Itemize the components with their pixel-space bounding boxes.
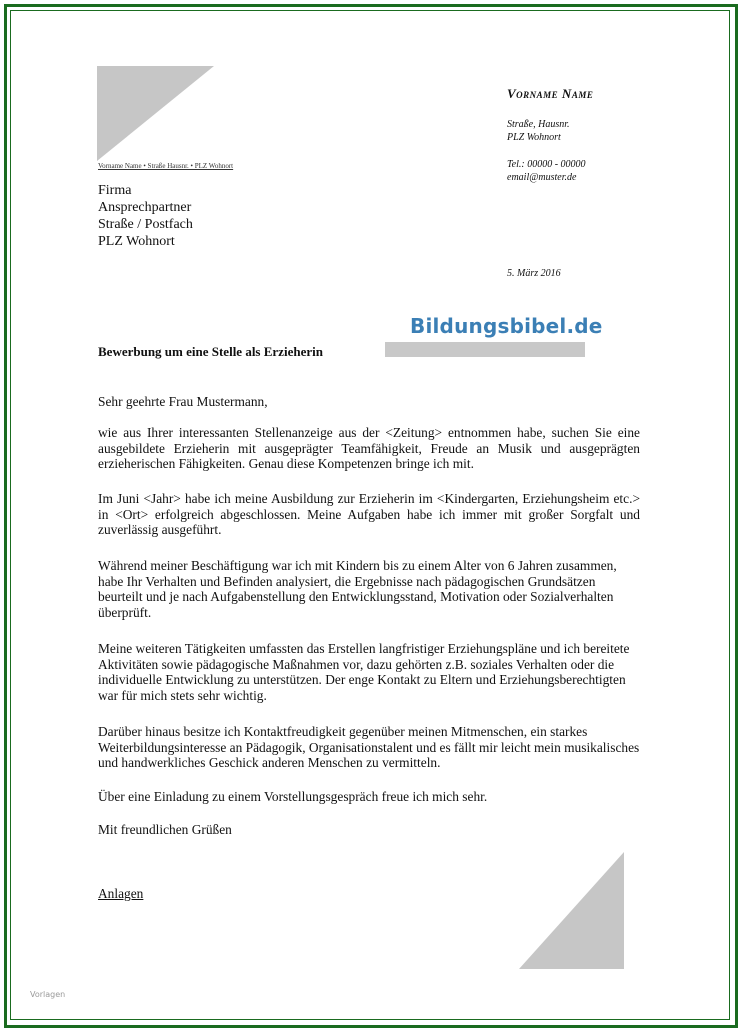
subject-line: Bewerbung um eine Stelle als Erzieherin [98, 344, 323, 359]
paragraph-1: wie aus Ihrer interessanten Stellenanzeige aus der <Zeitung> entnommen habe, suchen Sie eine ausgebildete Erzieherin mit ausgeprägter Teamfähigkeit, Freude an Musik und ausgeprägten erzieherischen Fähigkeiten. Genau diese Kompetenzen bringe ich mit. [98, 425, 640, 471]
sender-name: Vorname Name [507, 86, 594, 101]
paragraph-2: Im Juni <Jahr> habe ich meine Ausbildung zur Erzieherin im <Kindergarten, Erziehungsheim etc.> in <Ort> erfolgreich abgeschlossen. Meine Aufgaben habe ich immer mit großer Sorgfalt und zuverlässig ausgeführt. [98, 491, 640, 537]
enclosure-label: Anlagen [98, 886, 144, 901]
paragraph-5: Darüber hinaus besitze ich Kontaktfreudigkeit gegenüber meinen Mitmenschen, ein starkes Weiterbildungsinteresse an Pädagogik, Organisationstalent und es fällt mir leicht mein musikalisches und handwerkliches Geschick anderen Menschen zu vermitteln. [98, 724, 640, 770]
sender-email: email@muster.de [507, 172, 577, 183]
sender-phone: Tel.: 00000 - 00000 [507, 159, 586, 170]
top-left-triangle [97, 66, 215, 162]
sender-street: Straße, Hausnr. [507, 119, 570, 130]
bottom-right-triangle [519, 852, 625, 970]
sender-city: PLZ Wohnort [507, 132, 561, 143]
return-address-line: Vorname Name • Straße Hausnr. • PLZ Wohnort [98, 162, 234, 170]
paragraph-3: Während meiner Beschäftigung war ich mit Kindern bis zu einem Alter von 6 Jahren zusammen, habe Ihr Verhalten und Befinden analysiert, die Ergebnisse nach pädagogischen Grundsätzen beurteilt und je nach Aufgabenstellung den Entwicklungsstand, Motivation oder Sozialverhalten überprüft. [98, 558, 617, 620]
letter-date: 5. März 2016 [507, 268, 561, 279]
paragraph-4: Meine weiteren Tätigkeiten umfassten das Erstellen langfristiger Erziehungspläne und ich bereitete Aktivitäten sowie pädagogische Maßnahmen vor, dazu gehörten z.B. soziales Verhalten oder die individuelle Entwicklung zu unterstützen. Der enge Kontakt zu Eltern und Erziehungsberechtigten war für mich stets sehr wichtig. [98, 641, 630, 703]
logo-text: Bildungsbibel.de [410, 314, 603, 338]
watermark: Vorlagen [30, 990, 66, 999]
paragraph-6: Über eine Einladung zu einem Vorstellungsgespräch freue ich mich sehr. [98, 789, 488, 804]
recipient-city: PLZ Wohnort [98, 234, 175, 249]
recipient-block [98, 182, 193, 250]
recipient-company: Firma [98, 183, 132, 198]
recipient-street: Straße / Postfach [98, 217, 193, 232]
logo-bar [385, 342, 585, 357]
salutation: Sehr geehrte Frau Mustermann, [98, 394, 268, 409]
closing: Mit freundlichen Grüßen [98, 822, 232, 837]
recipient-contact: Ansprechpartner [98, 200, 192, 215]
sender-address [507, 118, 570, 144]
sender-contact [507, 158, 586, 184]
